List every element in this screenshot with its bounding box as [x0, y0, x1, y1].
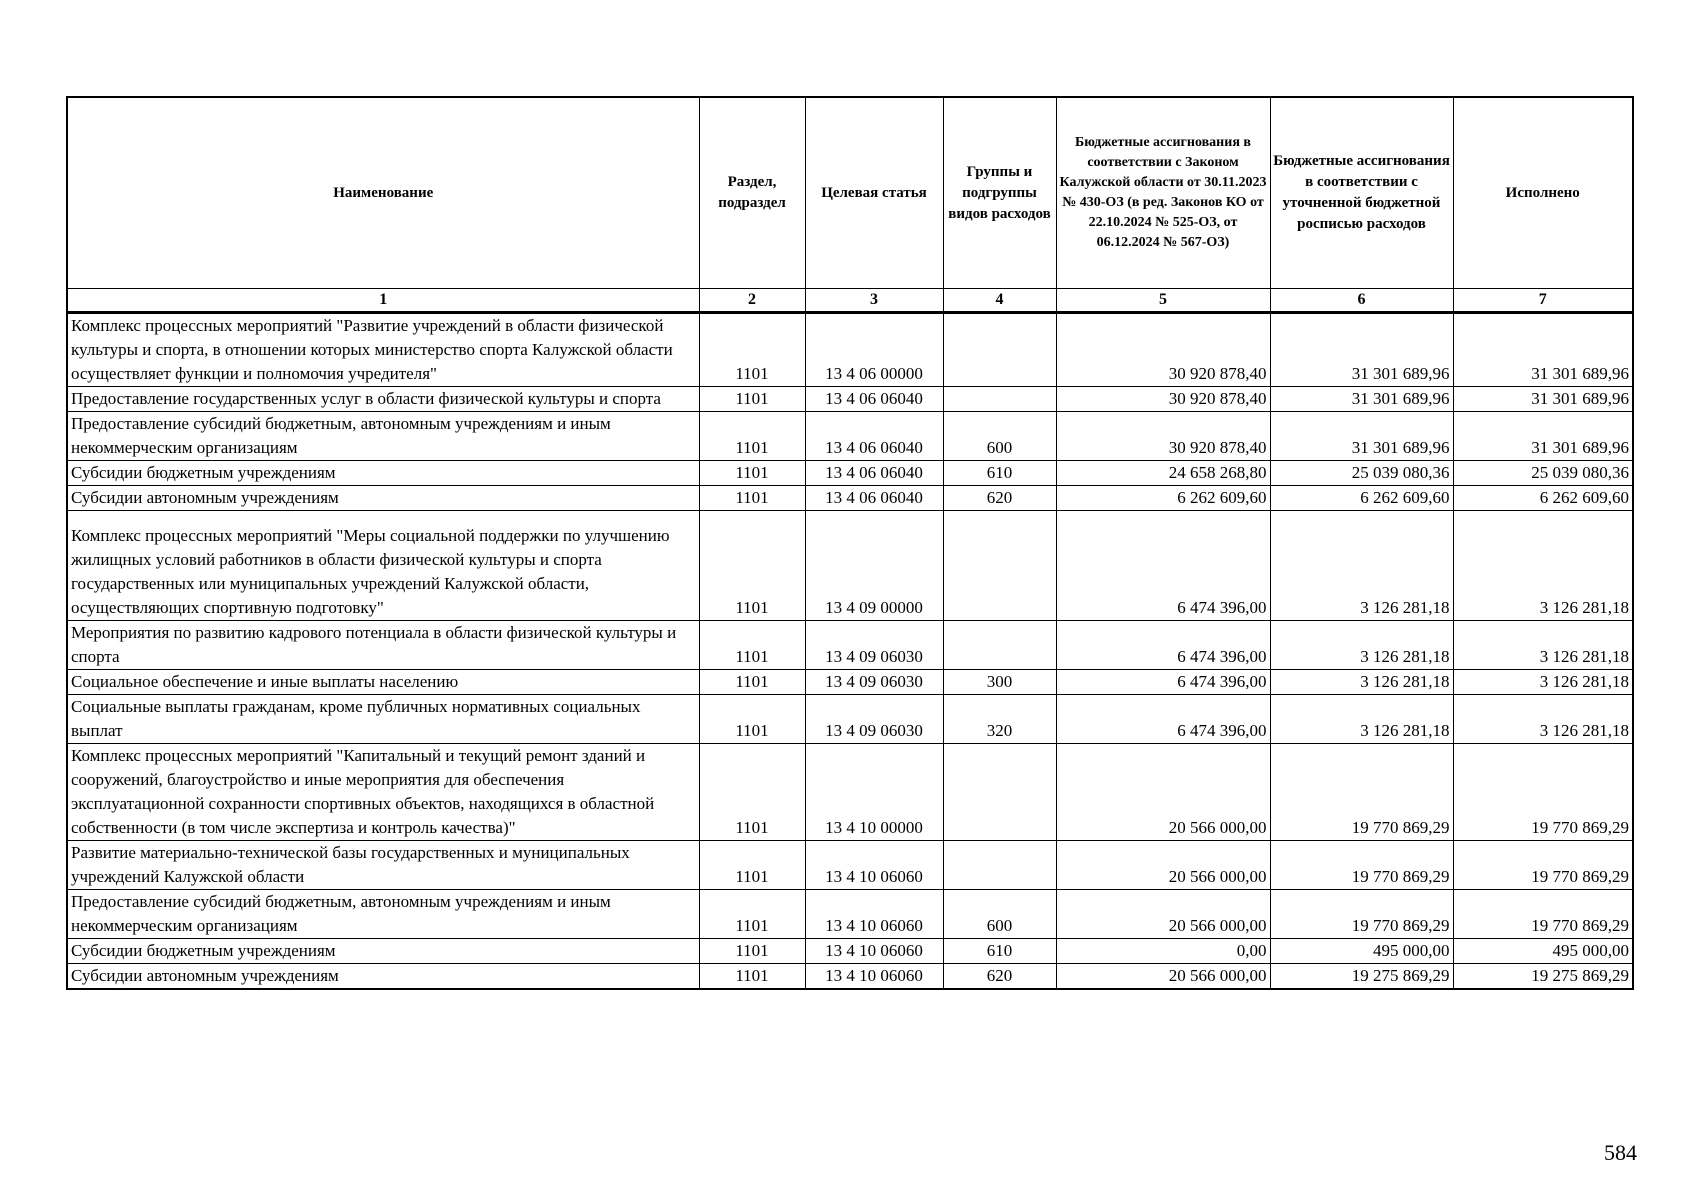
cell-section: 1101 — [699, 890, 805, 939]
cell-refined-allocation: 6 262 609,60 — [1270, 486, 1453, 511]
cell-refined-allocation: 19 770 869,29 — [1270, 841, 1453, 890]
cell-refined-allocation: 31 301 689,96 — [1270, 313, 1453, 387]
cell-refined-allocation: 3 126 281,18 — [1270, 621, 1453, 670]
cell-law-allocation: 6 474 396,00 — [1056, 670, 1270, 695]
cell-law-allocation: 30 920 878,40 — [1056, 313, 1270, 387]
cell-section: 1101 — [699, 621, 805, 670]
table-row — [67, 939, 1633, 964]
cell-refined-allocation: 3 126 281,18 — [1270, 695, 1453, 744]
cell-target-article: 13 4 06 06040 — [805, 461, 943, 486]
table-row — [67, 890, 1633, 939]
cell-executed: 19 770 869,29 — [1453, 841, 1633, 890]
cell-expense-group: 610 — [943, 939, 1056, 964]
header-section: Раздел, подраздел — [699, 97, 805, 289]
cell-executed: 3 126 281,18 — [1453, 695, 1633, 744]
cell-executed: 19 770 869,29 — [1453, 744, 1633, 841]
cell-name: Социальное обеспечение и иные выплаты населению — [67, 670, 699, 695]
cell-expense-group: 600 — [943, 412, 1056, 461]
cell-expense-group: 610 — [943, 461, 1056, 486]
cell-law-allocation: 20 566 000,00 — [1056, 964, 1270, 990]
column-number: 5 — [1056, 289, 1270, 313]
cell-section: 1101 — [699, 695, 805, 744]
cell-name: Субсидии бюджетным учреждениям — [67, 939, 699, 964]
table-row — [67, 744, 1633, 841]
cell-name: Мероприятия по развитию кадрового потенциала в области физической культуры и спорта — [67, 621, 699, 670]
cell-law-allocation: 6 474 396,00 — [1056, 695, 1270, 744]
cell-executed: 31 301 689,96 — [1453, 387, 1633, 412]
budget-table — [66, 96, 1634, 990]
table-row — [67, 841, 1633, 890]
header-row — [67, 97, 1633, 289]
cell-section: 1101 — [699, 461, 805, 486]
cell-executed: 3 126 281,18 — [1453, 511, 1633, 621]
cell-section: 1101 — [699, 313, 805, 387]
cell-executed: 3 126 281,18 — [1453, 621, 1633, 670]
table-row — [67, 670, 1633, 695]
cell-expense-group — [943, 744, 1056, 841]
cell-section: 1101 — [699, 670, 805, 695]
cell-target-article: 13 4 09 06030 — [805, 670, 943, 695]
cell-target-article: 13 4 10 00000 — [805, 744, 943, 841]
cell-law-allocation: 20 566 000,00 — [1056, 744, 1270, 841]
cell-expense-group — [943, 621, 1056, 670]
cell-refined-allocation: 3 126 281,18 — [1270, 511, 1453, 621]
header-law-allocations: Бюджетные ассигнования в соответствии с Законом Калужской области от 30.11.2023 № 430-ОЗ (в ред. Законов КО от 22.10.2024 № 525-ОЗ, от 06.12.2024 № 567-ОЗ) — [1056, 97, 1270, 289]
header-target-article: Целевая статья — [805, 97, 943, 289]
cell-law-allocation: 30 920 878,40 — [1056, 412, 1270, 461]
cell-executed: 3 126 281,18 — [1453, 670, 1633, 695]
cell-name: Развитие материально-технической базы государственных и муниципальных учреждений Калужской области — [67, 841, 699, 890]
cell-expense-group — [943, 313, 1056, 387]
cell-refined-allocation: 3 126 281,18 — [1270, 670, 1453, 695]
table-row — [67, 621, 1633, 670]
cell-expense-group: 320 — [943, 695, 1056, 744]
cell-section: 1101 — [699, 387, 805, 412]
cell-refined-allocation: 25 039 080,36 — [1270, 461, 1453, 486]
cell-name: Предоставление государственных услуг в области физической культуры и спорта — [67, 387, 699, 412]
cell-law-allocation: 0,00 — [1056, 939, 1270, 964]
cell-expense-group: 620 — [943, 486, 1056, 511]
cell-section: 1101 — [699, 939, 805, 964]
cell-law-allocation: 20 566 000,00 — [1056, 841, 1270, 890]
table-body — [67, 313, 1633, 990]
cell-name: Комплекс процессных мероприятий "Капитальный и текущий ремонт зданий и сооружений, благоустройство и иные мероприятия для обеспечения эксплуатационной сохранности спортивных объектов, находящихся в областной собственности (в том числе экспертиза и контроль качества)" — [67, 744, 699, 841]
cell-section: 1101 — [699, 841, 805, 890]
column-number: 6 — [1270, 289, 1453, 313]
cell-law-allocation: 20 566 000,00 — [1056, 890, 1270, 939]
cell-target-article: 13 4 06 06040 — [805, 387, 943, 412]
cell-name: Социальные выплаты гражданам, кроме публичных нормативных социальных выплат — [67, 695, 699, 744]
table-row — [67, 511, 1633, 621]
table-row — [67, 461, 1633, 486]
column-number-row — [67, 289, 1633, 313]
table-row — [67, 964, 1633, 990]
cell-expense-group: 300 — [943, 670, 1056, 695]
table-header — [67, 97, 1633, 313]
cell-expense-group — [943, 841, 1056, 890]
cell-executed: 31 301 689,96 — [1453, 313, 1633, 387]
cell-target-article: 13 4 10 06060 — [805, 939, 943, 964]
cell-section: 1101 — [699, 744, 805, 841]
cell-target-article: 13 4 09 06030 — [805, 695, 943, 744]
table-row — [67, 486, 1633, 511]
cell-name: Субсидии автономным учреждениям — [67, 964, 699, 990]
cell-expense-group — [943, 387, 1056, 412]
cell-expense-group: 600 — [943, 890, 1056, 939]
cell-name: Предоставление субсидий бюджетным, автономным учреждениям и иным некоммерческим организациям — [67, 890, 699, 939]
column-number: 7 — [1453, 289, 1633, 313]
cell-refined-allocation: 31 301 689,96 — [1270, 412, 1453, 461]
table-row — [67, 412, 1633, 461]
page-number: 584 — [1604, 1140, 1637, 1165]
cell-executed: 495 000,00 — [1453, 939, 1633, 964]
column-number: 2 — [699, 289, 805, 313]
header-name: Наименование — [67, 97, 699, 289]
column-number: 1 — [67, 289, 699, 313]
cell-name: Комплекс процессных мероприятий "Развитие учреждений в области физической культуры и спорта, в отношении которых министерство спорта Калужской области осуществляет функции и полномочия учредителя" — [67, 313, 699, 387]
cell-target-article: 13 4 10 06060 — [805, 964, 943, 990]
cell-law-allocation: 6 474 396,00 — [1056, 511, 1270, 621]
cell-target-article: 13 4 06 00000 — [805, 313, 943, 387]
cell-section: 1101 — [699, 412, 805, 461]
table-row — [67, 695, 1633, 744]
cell-law-allocation: 30 920 878,40 — [1056, 387, 1270, 412]
cell-section: 1101 — [699, 964, 805, 990]
column-number: 3 — [805, 289, 943, 313]
table-row — [67, 387, 1633, 412]
cell-refined-allocation: 19 770 869,29 — [1270, 890, 1453, 939]
header-refined-allocations: Бюджетные ассигнования в соответствии с уточненной бюджетной росписью расходов — [1270, 97, 1453, 289]
cell-executed: 25 039 080,36 — [1453, 461, 1633, 486]
cell-target-article: 13 4 09 06030 — [805, 621, 943, 670]
cell-law-allocation: 6 474 396,00 — [1056, 621, 1270, 670]
cell-refined-allocation: 19 770 869,29 — [1270, 744, 1453, 841]
column-number: 4 — [943, 289, 1056, 313]
cell-executed: 19 770 869,29 — [1453, 890, 1633, 939]
cell-law-allocation: 24 658 268,80 — [1056, 461, 1270, 486]
cell-expense-group — [943, 511, 1056, 621]
cell-refined-allocation: 31 301 689,96 — [1270, 387, 1453, 412]
cell-name: Предоставление субсидий бюджетным, автономным учреждениям и иным некоммерческим организациям — [67, 412, 699, 461]
table-row — [67, 313, 1633, 387]
cell-refined-allocation: 495 000,00 — [1270, 939, 1453, 964]
cell-executed: 6 262 609,60 — [1453, 486, 1633, 511]
cell-target-article: 13 4 09 00000 — [805, 511, 943, 621]
header-executed: Исполнено — [1453, 97, 1633, 289]
cell-section: 1101 — [699, 486, 805, 511]
cell-expense-group: 620 — [943, 964, 1056, 990]
cell-executed: 31 301 689,96 — [1453, 412, 1633, 461]
cell-target-article: 13 4 10 06060 — [805, 841, 943, 890]
cell-law-allocation: 6 262 609,60 — [1056, 486, 1270, 511]
cell-name: Субсидии бюджетным учреждениям — [67, 461, 699, 486]
cell-name: Комплекс процессных мероприятий "Меры социальной поддержки по улучшению жилищных условий работников в области физической культуры и спорта государственных или муниципальных учреждений Калужской области, осуществляющих спортивную подготовку" — [67, 511, 699, 621]
cell-section: 1101 — [699, 511, 805, 621]
cell-executed: 19 275 869,29 — [1453, 964, 1633, 990]
cell-name: Субсидии автономным учреждениям — [67, 486, 699, 511]
cell-refined-allocation: 19 275 869,29 — [1270, 964, 1453, 990]
cell-target-article: 13 4 06 06040 — [805, 486, 943, 511]
header-expense-groups: Группы и подгруппы видов расходов — [943, 97, 1056, 289]
cell-target-article: 13 4 10 06060 — [805, 890, 943, 939]
cell-target-article: 13 4 06 06040 — [805, 412, 943, 461]
